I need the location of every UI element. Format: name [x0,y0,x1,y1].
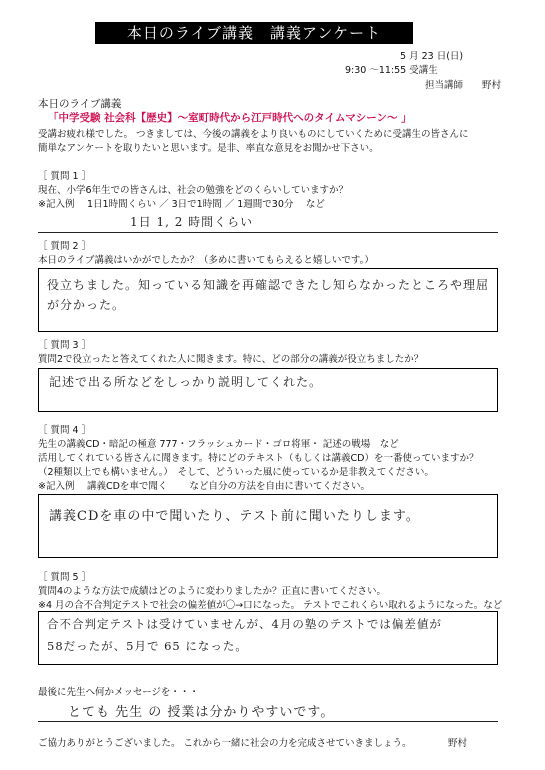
q3-text: 質問2で役立ったと答えてくれた人に聞きます。特に、どの部分の講義が役立ちましたか？ [38,354,424,365]
intro-heading: 本日のライブ講義 [38,98,122,110]
teacher: 担当講師 野村 [425,80,502,91]
q5-answer-box [38,611,498,665]
q2-answer-line-2: が分かった。 [47,298,126,312]
intro-line-1: 受講お疲れ様でした。 つきましては、今後の講義をより良いものにしていくために受講生の皆さんに [38,129,469,140]
q5-example: ※4 月の合不合判定テストで社会の偏差値が〇→口になった。 テストでこれくらい取れるようになった。など [38,600,503,611]
lecture-title: 「中学受験 社会科【歴史】～室町時代から江戸時代へのタイムマシーン～ 」 [48,112,412,124]
message-answer-line [38,721,498,722]
q1-text: 現在、小学6年生での皆さんは、社会の勉強をどのくらいしていますか？ [38,185,349,196]
time-and-student: 9:30 〜11:55 受講生 [345,65,438,76]
q1-example: ※記入例 1日1時間くらい ／ 3日で1時間 ／ 1週間で30分 など [38,199,325,210]
q4-answer-box [38,494,498,558]
q4-example: ※記入例 講義CDを車で聞く など自分の方法を自由に書いてください。 [38,481,370,492]
message-answer: とても 先生 の 授業は分かりやすいです。 [68,705,335,720]
q3-answer-box [38,368,498,412]
q5-answer-line-2: 58だったが、5月で 65 になった。 [47,639,248,653]
q5-answer-line-1: 合不合判定テストは受けていませんが、4月の塾のテストでは偏差値が [47,617,442,631]
q4-line-1: 先生の講義CD・暗記の極意 777・フラッシュカード・ゴロ将軍・ 記述の戦場 など [38,439,399,450]
q4-answer: 講義CDを車の中で聞いたり、テスト前に聞いたりします。 [49,509,420,524]
signature: 野村 [448,738,468,749]
q1-label: ［ 質問 1 ］ [38,171,92,182]
q4-line-3: （2種類以上でも構いません。） そして、どういった風に使っているか是非教えてください。 [38,467,434,478]
q5-label: ［ 質問 5 ］ [38,572,92,583]
q2-label: ［ 質問 2 ］ [38,241,92,252]
closing-text: ご協力ありがとうございました。 これから一緒に社会の力を完成させていきましょう。 [38,738,412,749]
q4-label: ［ 質問 4 ］ [38,425,92,436]
q1-answer-line [38,232,498,233]
intro-line-2: 簡単なアンケートを取りたいと思います。是非、率直な意見をお聞かせ下さい。 [38,143,379,154]
q2-answer-line-1: 役立ちました。知っている知識を再確認できたし知らなかったところや理屈 [47,278,490,292]
q2-answer-box [38,268,498,332]
page-title: 本日のライブ講義 講義アンケート [95,22,413,44]
q3-label: ［ 質問 3 ］ [38,340,92,351]
q1-answer: 1日 1, 2 時間くらい [130,215,254,229]
date: 5 月 23 日(日) [400,51,464,62]
q3-answer: 記述で出る所などをしっかり説明してくれた。 [49,375,323,389]
message-prompt: 最後に先生へ何かメッセージを・・・ [38,687,199,698]
q4-line-2: 活用してくれている皆さんに聞きます。特にどのテキスト（もしくは講義CD）を一番使っていますか？ [38,453,479,464]
q5-line-1: 質問4のような方法で成績はどのように変わりましたか？正直に書いてください。 [38,586,387,597]
q2-text: 本日のライブ講義はいかがでしたか？（多めに書いてもらえると嬉しいです。） [38,255,374,266]
